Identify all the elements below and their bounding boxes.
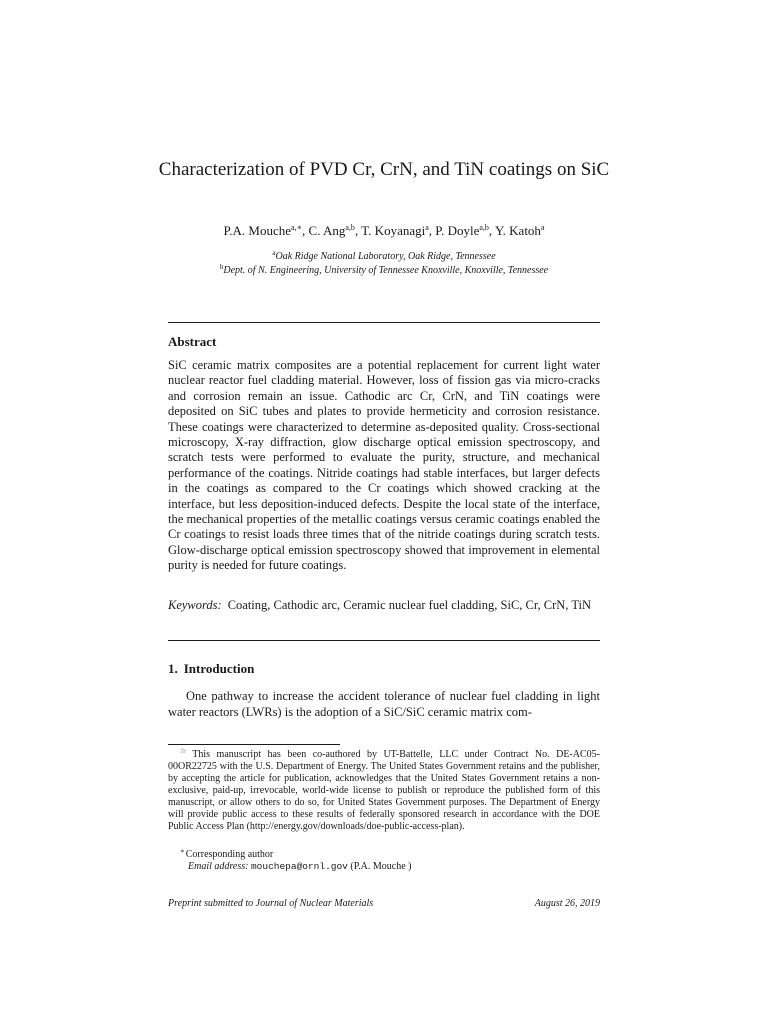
author: C. Ang$^{a,b}$, <box>308 223 362 238</box>
section-number: 1. <box>168 661 178 676</box>
abstract-top-rule <box>168 322 600 323</box>
star-icon: ☆ <box>180 747 191 755</box>
preprint-date: August 26, 2019 <box>534 898 600 909</box>
affiliation: $^a$Oak Ridge National Laboratory, Oak Ridge, Tennessee <box>272 249 496 262</box>
affiliation: $^b$Dept. of N. Engineering, University of Tennessee Knoxville, Knoxville, Tennessee <box>219 263 549 276</box>
author: T. Koyanagi$^a$, <box>361 223 436 238</box>
affiliation-list <box>120 250 648 278</box>
footnote-rule <box>168 744 340 745</box>
email-label: Email address: <box>188 861 249 872</box>
preprint-note: Preprint submitted to Journal of Nuclear Materials <box>168 898 374 909</box>
footnote-corresponding: ∗Corresponding author <box>180 847 274 860</box>
keywords-text: Coating, Cathodic arc, Ceramic nuclear fuel cladding, SiC, Cr, CrN, TiN <box>227 598 592 612</box>
author: P.A. Mouche$^{a,∗}$, <box>223 223 309 238</box>
footnote-funding: ☆ This manuscript has been co-authored by UT-Battelle, LLC under Contract No. DE-AC05-00OR22725 with the U.S. Department of Energy. The United States Government retains and the publisher, by accepting the article for publication, acknowledges that the United States Government retains a non-exclusive, paid-up, irrevocable, world-wide license to publish or reproduce the published form of this manuscript, or allow others to do so, for United States Government purposes. The Department of Energy will provide public access to these results of federally sponsored research in accordance with the DOE Public Access Plan (http://energy.gov/downloads/doe-public-access-plan). <box>168 747 600 832</box>
footnote-email <box>168 861 620 873</box>
author: Y. Katoh$^a$ <box>494 223 545 238</box>
email-address-link[interactable]: mouchepa@ornl.gov <box>250 861 348 872</box>
abstract-bottom-rule <box>168 640 600 641</box>
asterisk-mark: ∗ <box>180 847 185 855</box>
introduction-text: One pathway to increase the accident tolerance of nuclear fuel cladding in light water reactors (LWRs) is the adoption of a SiC/SiC ceramic matrix com- <box>168 689 600 719</box>
section-heading-introduction <box>168 661 600 677</box>
abstract-heading: Abstract <box>168 334 217 349</box>
author-list <box>120 222 648 240</box>
keywords-label: Keywords: <box>168 598 222 612</box>
author: P. Doyle$^{a,b}$, <box>435 223 495 238</box>
paper-title: Characterization of PVD Cr, CrN, and TiN coatings on SiC <box>158 159 610 180</box>
keywords <box>168 598 600 613</box>
email-owner: (P.A. Mouche ) <box>350 861 412 872</box>
abstract-text: SiC ceramic matrix composites are a potential replacement for current light water nuclear reactor fuel cladding material. However, loss of fission gas via micro-cracks and corrosion remain an issue. Cathodic arc Cr, CrN, and TiN coatings were deposited on SiC tubes and plates to provide hermeticity and corrosion resistance. These coatings were characterized to determine as-deposited quality. Cross-sectional microscopy, X-ray diffraction, glow discharge optical emission spectroscopy, and scratch tests were performed to evaluate the purity, structure, and mechanical performance of the coatings. Nitride coatings had stable interfaces, but larger defects in the coatings as compared to the Cr coatings which showed cracking at the interface, but less deposition-induced defects. Despite the local state of the interface, the mechanical properties of the metallic coatings versus ceramic coatings enabled the Cr coatings to resist loads three times that of the nitride coatings during scratch tests. Glow-discharge optical emission spectroscopy showed that improvement in elemental purity is needed for future coatings. <box>168 358 600 573</box>
section-title: Introduction <box>183 661 255 676</box>
